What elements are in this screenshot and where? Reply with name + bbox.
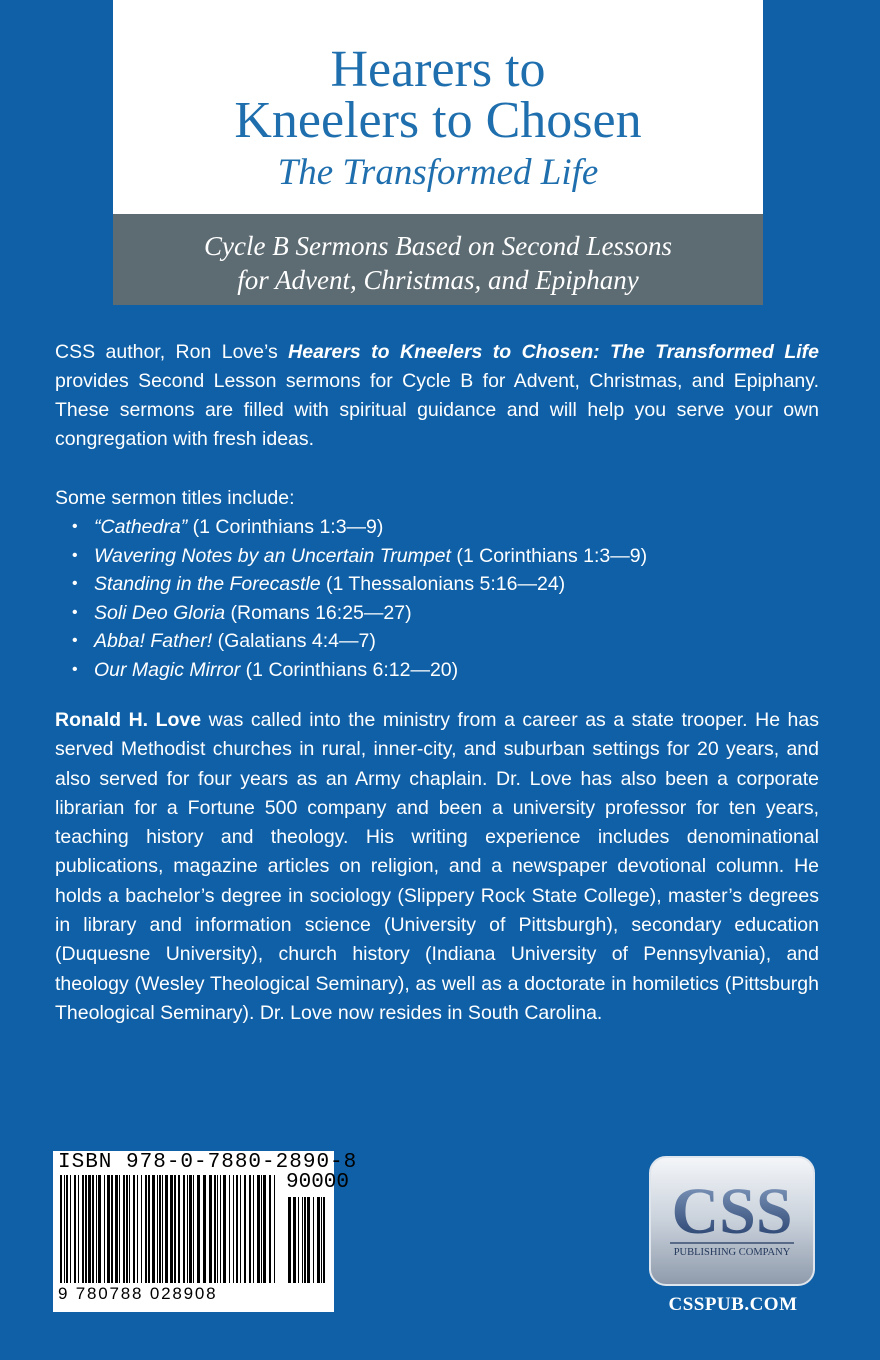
sermon-reference: (1 Thessalonians 5:16—24) (320, 573, 566, 595)
intro-book-title: Hearers to Kneelers to Chosen: The Transformed Life (288, 341, 819, 363)
author-bio (55, 706, 819, 1028)
publisher-url: CSSPUB.COM (668, 1294, 798, 1315)
list-item (72, 627, 647, 656)
title-line-1: Hearers to (330, 41, 546, 98)
list-item (72, 542, 647, 571)
css-logo-icon (648, 1155, 816, 1287)
book-subtitle: The Transformed Life (277, 152, 599, 193)
sermon-title: Standing in the Forecastle (94, 573, 321, 595)
title-line-2: Kneelers to Chosen (234, 92, 642, 149)
intro-rest: provides Second Lesson sermons for Cycle B for Advent, Christmas, and Epiphany. These sermons are filled with spiritual guidance and will help you serve your own congregation with fresh ideas. (55, 370, 819, 450)
list-item (72, 599, 647, 628)
title-panel (113, 0, 763, 214)
list-item (72, 570, 647, 599)
sermon-reference: (1 Corinthians 1:3—9) (450, 544, 648, 567)
isbn-number: ISBN 978-0-7880-2890-8 (58, 1151, 358, 1174)
sermon-list-heading: Some sermon titles include: (55, 487, 295, 509)
sermon-list (72, 513, 647, 684)
author-bio-text: was called into the ministry from a career as a state trooper. He has served Methodist churches in rural, inner-city, and suburban settings for 20 years, and also served for four years as an Army chaplain. Dr. Love has also been a corporate librarian for a Fortune 500 company and been a university professor for ten years, teaching history and theology. His writing experience includes denominational publications, magazine articles on religion, and a newspaper devotional column. He holds a bachelor’s degree in sociology (Slippery Rock State College), master’s degrees in library and information science (University of Pittsburgh), secondary education (Duquesne University), church history (Indiana University of Pennsylvania), and theology (Wesley Theological Seminary), as well as a doctorate in homiletics (Pittsburgh Theological Seminary). Dr. Love now resides in South Carolina. (55, 709, 819, 1024)
price-code: 90000 (286, 1171, 350, 1194)
sermon-title: Soli Deo Gloria (94, 601, 226, 624)
series-band (113, 214, 763, 305)
ean-barcode-bars (60, 1175, 278, 1283)
logo-tagline: PUBLISHING COMPANY (673, 1247, 791, 1258)
sermon-title: Abba! Father! (94, 630, 213, 652)
series-line-1: Cycle B Sermons Based on Second Lessons (204, 231, 672, 261)
publisher-logo (648, 1155, 816, 1287)
intro-lead: CSS author, Ron Love’s (55, 341, 289, 363)
ean-digits: 9 780788 028908 (58, 1284, 218, 1303)
list-item (72, 656, 647, 685)
sermon-title: Our Magic Mirror (94, 658, 241, 681)
sermon-reference: (1 Corinthians 1:3—9) (187, 516, 384, 538)
sermon-reference: (1 Corinthians 6:12—20) (240, 658, 459, 681)
series-line-2: for Advent, Christmas, and Epiphany (237, 265, 639, 295)
book-title (113, 0, 763, 149)
author-name: Ronald H. Love (55, 709, 202, 731)
list-item (72, 513, 647, 542)
sermon-reference: (Galatians 4:4—7) (212, 630, 376, 652)
logo-letters: CSS (671, 1175, 793, 1248)
isbn-barcode (53, 1151, 358, 1312)
intro-paragraph (55, 338, 819, 454)
sermon-title: Wavering Notes by an Uncertain Trumpet (94, 544, 451, 567)
price-barcode-bars (288, 1197, 328, 1283)
sermon-title: “Cathedra” (94, 516, 188, 538)
sermon-reference: (Romans 16:25—27) (225, 601, 412, 624)
